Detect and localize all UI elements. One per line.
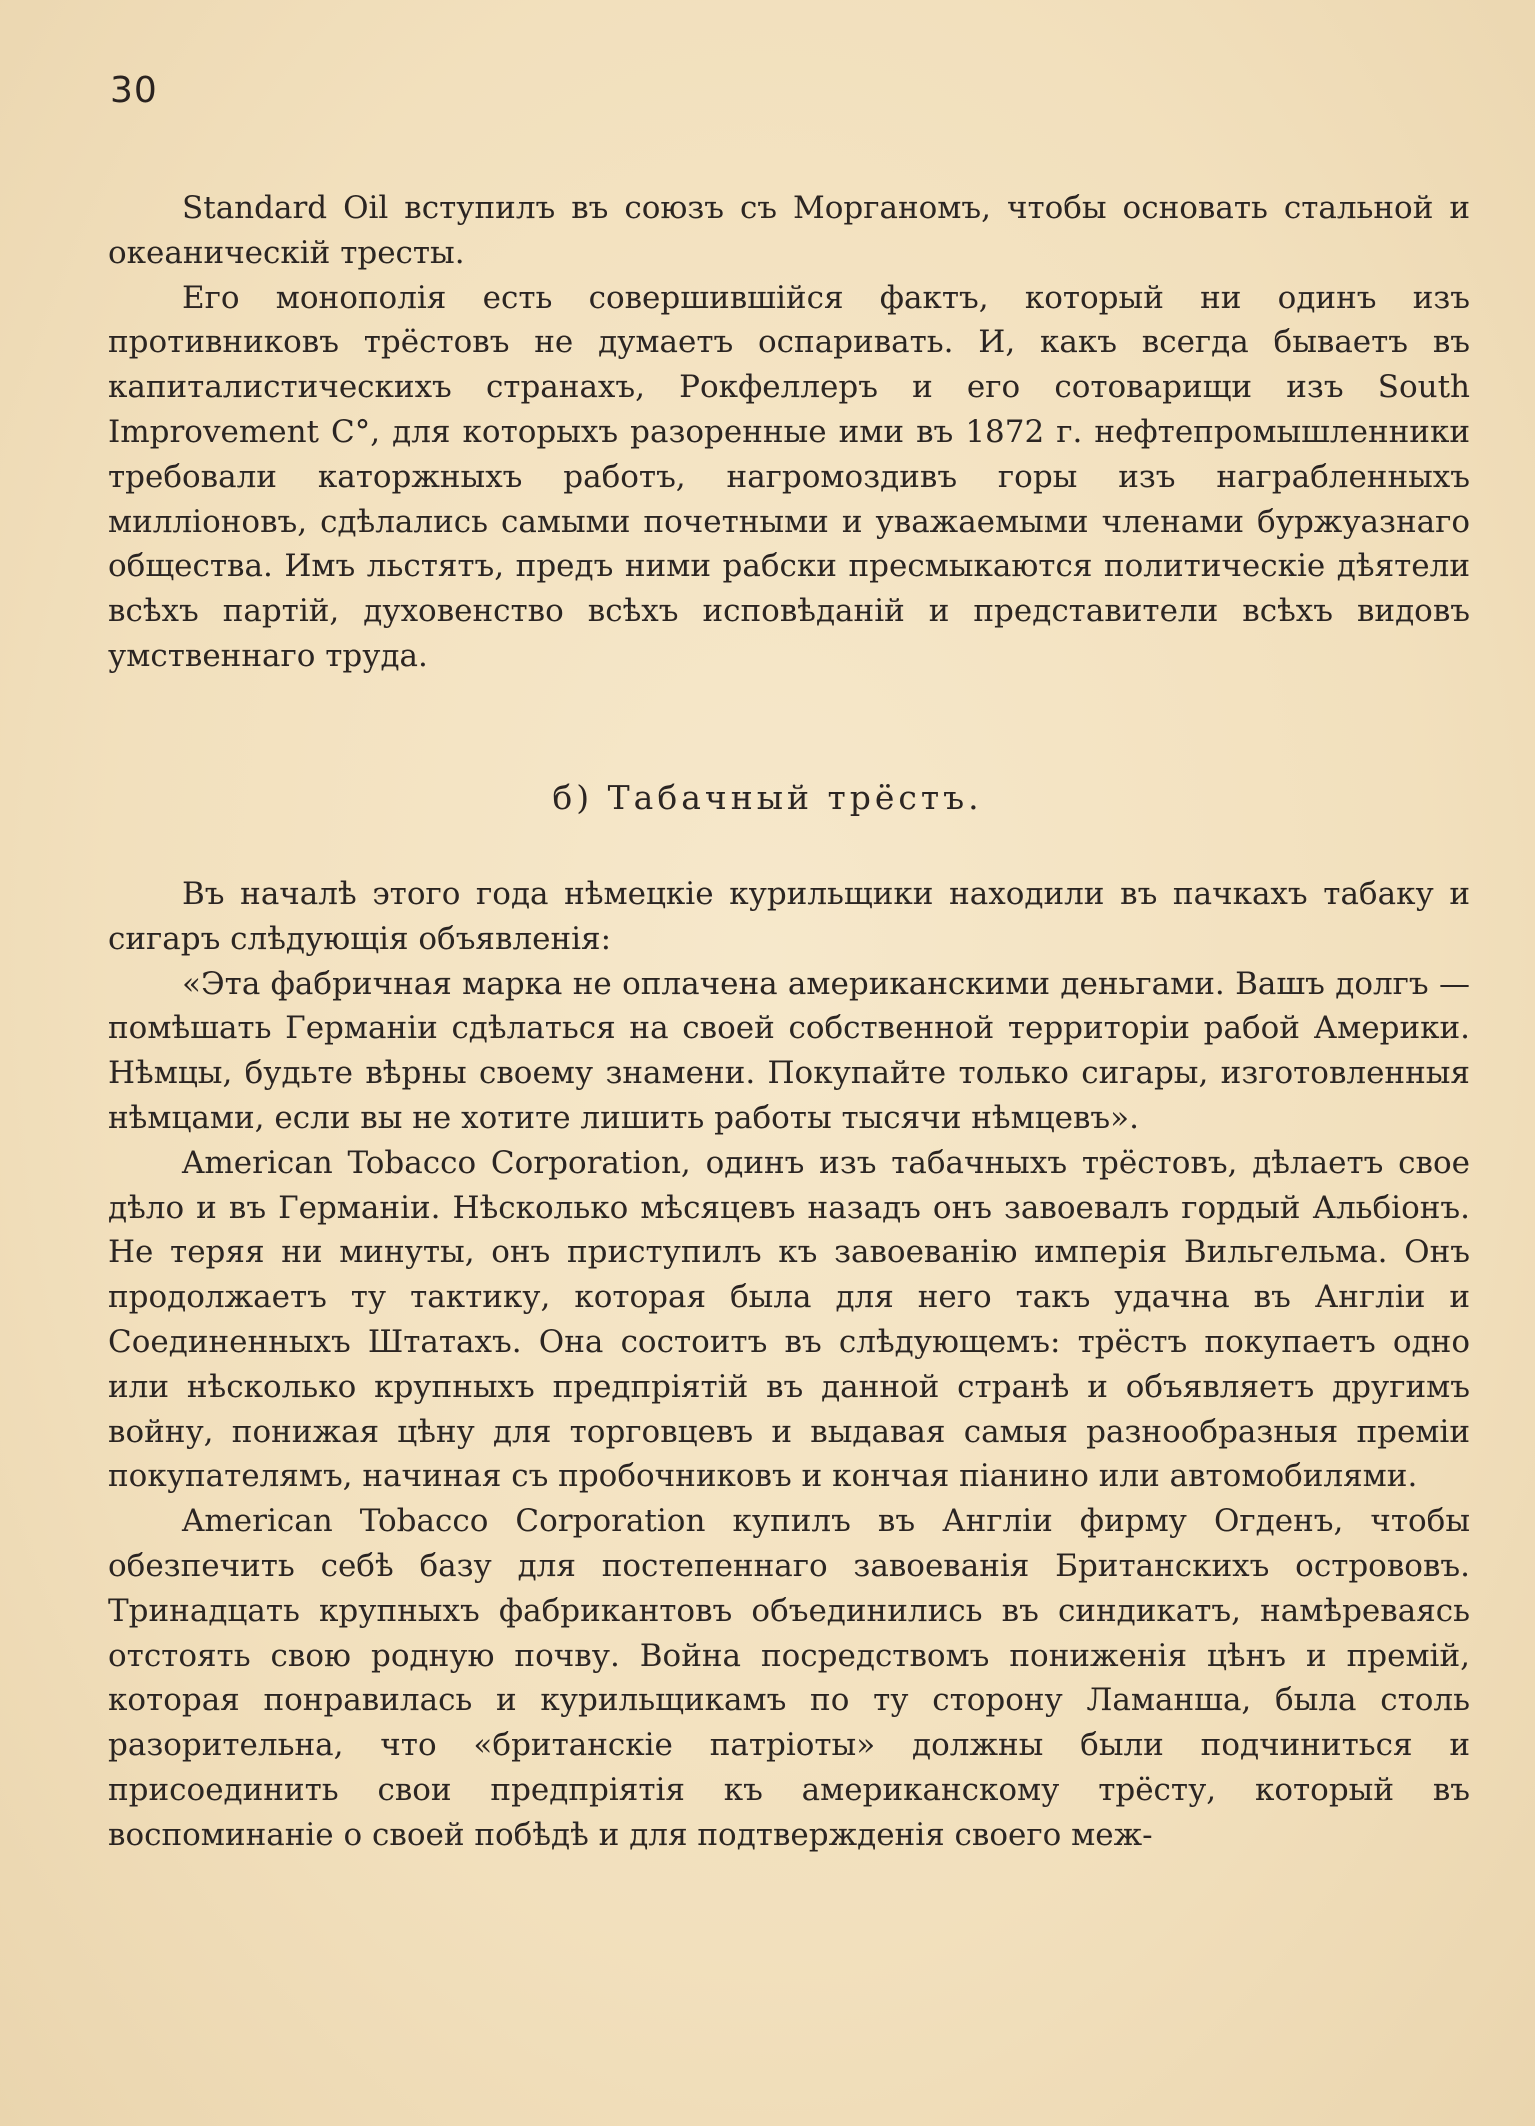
- text-block-bottom: [108, 872, 1470, 1858]
- paragraph: Въ началѣ этого года нѣмецкіе курильщики находили въ пачкахъ табаку и сигаръ слѣдующія объявленія:: [108, 876, 1470, 957]
- section-heading: б) Табачный трёстъ.: [552, 778, 983, 817]
- paragraph: «Эта фабричная марка не оплачена американскими деньгами. Вашъ долгъ — помѣшать Германіи сдѣлаться на своей собственной территоріи рабой Америки. Нѣмцы, будьте вѣрны своему знамени. Покупайте только сигары, изготовленныя нѣмцами, если вы не хотите лишить работы тысячи нѣмцевъ».: [108, 965, 1470, 1136]
- paragraph: Standard Oil вступилъ въ союзъ съ Морганомъ, чтобы основать стальной и океаническій тресты.: [108, 190, 1470, 271]
- paragraph: American Tobacco Corporation, одинъ изъ табачныхъ трёстовъ, дѣлаетъ свое дѣло и въ Германіи. Нѣсколько мѣсяцевъ назадъ онъ завоевалъ гордый Альбіонъ. Не теряя ни минуты, онъ приступилъ къ завоеванію имперія Вильгельма. Онъ продолжаетъ ту тактику, которая была для него такъ удачна въ Англіи и Соединенныхъ Штатахъ. Она состоитъ въ слѣдующемъ: трёстъ покупаетъ одно или нѣсколько крупныхъ предпріятій въ данной странѣ и объявляетъ другимъ войну, понижая цѣну для торговцевъ и выдавая самыя разнообразныя преміи покупателямъ, начиная съ пробочниковъ и кончая піанино или автомобилями.: [108, 1144, 1470, 1495]
- text-block-top: [108, 186, 1470, 679]
- paragraph: Его монополія есть совершившійся фактъ, который ни одинъ изъ противниковъ трёстовъ не думаетъ оспаривать. И, какъ всегда бываетъ въ капиталистическихъ странахъ, Рокфеллеръ и его сотоварищи изъ South Improvement C°, для которыхъ разоренные ими въ 1872 г. нефтепромышленники требовали каторжныхъ работъ, нагромоздивъ горы изъ награбленныхъ милліоновъ, сдѣлались самыми почетными и уважаемыми членами буржуазнаго общества. Имъ льстятъ, предъ ними рабски пресмыкаются политическіе дѣятели всѣхъ партій, духовенство всѣхъ исповѣданій и представители всѣхъ видовъ умственнаго труда.: [108, 279, 1470, 674]
- page-number: 30: [110, 70, 158, 111]
- paragraph: American Tobacco Corporation купилъ въ Англіи фирму Огденъ, чтобы обезпечить себѣ базу для постепеннаго завоеванія Британскихъ острововъ. Тринадцать крупныхъ фабрикантовъ объединились въ синдикатъ, намѣреваясь отстоять свою родную почву. Война посредствомъ пониженія цѣнъ и премій, которая понравилась и курильщикамъ по ту сторону Ламанша, была столь разорительна, что «британскіе патріоты» должны были подчиниться и присоединить свои предпріятія къ американскому трёсту, который въ воспоминаніе о своей побѣдѣ и для подтвержденія своего меж-: [108, 1503, 1470, 1853]
